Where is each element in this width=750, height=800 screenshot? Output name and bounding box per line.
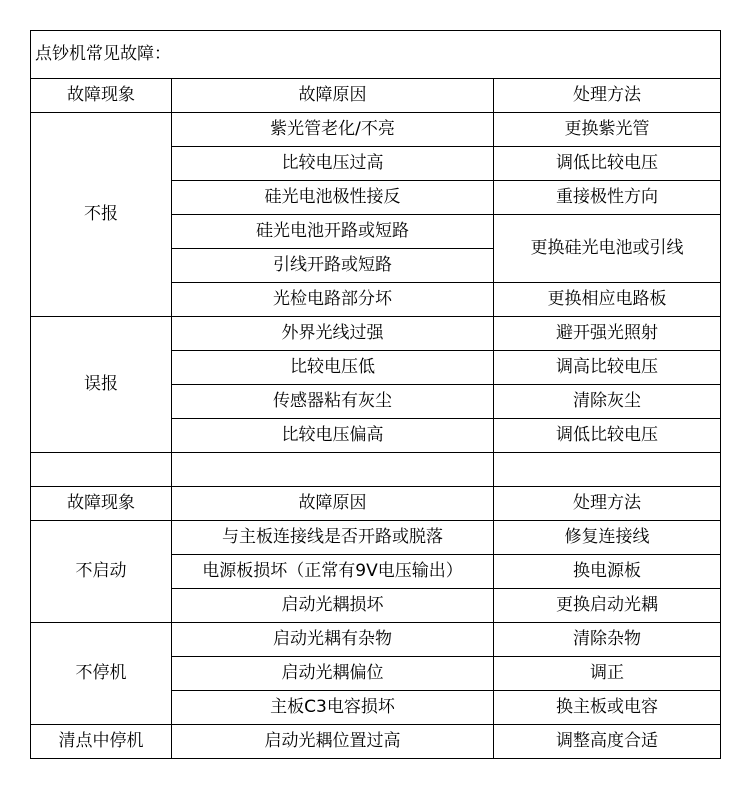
fault-table — [30, 30, 721, 759]
fix-cell: 避开强光照射 — [494, 317, 721, 351]
table-row — [31, 113, 721, 147]
table-row — [31, 623, 721, 657]
cause-cell: 主板C3电容损坏 — [172, 691, 494, 725]
cause-cell: 紫光管老化/不亮 — [172, 113, 494, 147]
empty-cell — [494, 453, 721, 487]
table-row — [31, 521, 721, 555]
cause-cell: 比较电压过高 — [172, 147, 494, 181]
fix-cell: 调低比较电压 — [494, 147, 721, 181]
empty-cell — [31, 453, 172, 487]
cause-cell: 传感器粘有灰尘 — [172, 385, 494, 419]
fix-cell: 更换相应电路板 — [494, 283, 721, 317]
header-row — [31, 487, 721, 521]
header-row — [31, 79, 721, 113]
cause-cell: 外界光线过强 — [172, 317, 494, 351]
header-fix: 处理方法 — [494, 487, 721, 521]
fix-cell: 更换硅光电池或引线 — [494, 215, 721, 283]
fix-cell: 调整高度合适 — [494, 725, 721, 759]
title-row — [31, 31, 721, 79]
fix-cell: 修复连接线 — [494, 521, 721, 555]
cause-cell: 电源板损坏（正常有9V电压输出） — [172, 555, 494, 589]
symptom-cell: 清点中停机 — [31, 725, 172, 759]
fix-cell: 调低比较电压 — [494, 419, 721, 453]
cause-cell: 硅光电池开路或短路 — [172, 215, 494, 249]
fix-cell: 更换紫光管 — [494, 113, 721, 147]
cause-cell: 引线开路或短路 — [172, 249, 494, 283]
fix-cell: 换电源板 — [494, 555, 721, 589]
cause-cell: 与主板连接线是否开路或脱落 — [172, 521, 494, 555]
symptom-cell: 不停机 — [31, 623, 172, 725]
table-row — [31, 725, 721, 759]
cause-cell: 启动光耦位置过高 — [172, 725, 494, 759]
cause-cell: 启动光耦有杂物 — [172, 623, 494, 657]
symptom-cell: 不启动 — [31, 521, 172, 623]
header-cause: 故障原因 — [172, 487, 494, 521]
header-symptom: 故障现象 — [31, 487, 172, 521]
empty-cell — [172, 453, 494, 487]
cause-cell: 比较电压偏高 — [172, 419, 494, 453]
fix-cell: 清除灰尘 — [494, 385, 721, 419]
table-row — [31, 317, 721, 351]
empty-row — [31, 453, 721, 487]
fix-cell: 调正 — [494, 657, 721, 691]
symptom-cell: 不报 — [31, 113, 172, 317]
header-symptom: 故障现象 — [31, 79, 172, 113]
cause-cell: 光检电路部分坏 — [172, 283, 494, 317]
fault-table-sheet — [30, 30, 720, 770]
header-fix: 处理方法 — [494, 79, 721, 113]
cause-cell: 比较电压低 — [172, 351, 494, 385]
cause-cell: 启动光耦偏位 — [172, 657, 494, 691]
cause-cell: 启动光耦损坏 — [172, 589, 494, 623]
fix-cell: 换主板或电容 — [494, 691, 721, 725]
fix-cell: 调高比较电压 — [494, 351, 721, 385]
fix-cell: 更换启动光耦 — [494, 589, 721, 623]
header-cause: 故障原因 — [172, 79, 494, 113]
fix-cell: 清除杂物 — [494, 623, 721, 657]
cause-cell: 硅光电池极性接反 — [172, 181, 494, 215]
symptom-cell: 误报 — [31, 317, 172, 453]
fix-cell: 重接极性方向 — [494, 181, 721, 215]
table-title: 点钞机常见故障： — [31, 31, 721, 79]
